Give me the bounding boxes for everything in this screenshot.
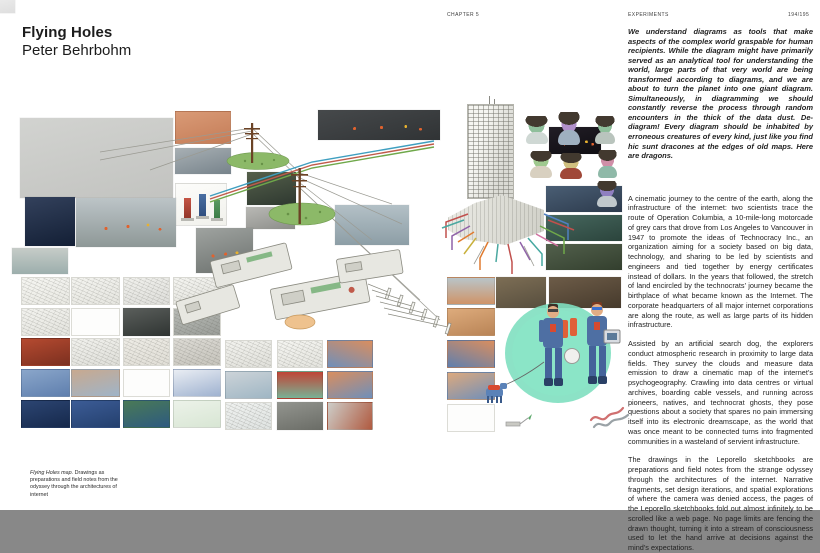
powerline-drawing bbox=[447, 308, 495, 336]
insulator-pins bbox=[368, 284, 451, 334]
cones-sketch bbox=[175, 183, 227, 226]
blank-frame bbox=[123, 369, 170, 397]
dam-photo bbox=[12, 248, 68, 274]
aerial-roof-photo bbox=[247, 172, 296, 205]
squiggle-grey bbox=[594, 415, 628, 427]
robot-dog-drawing bbox=[327, 340, 373, 368]
figure-caption bbox=[30, 470, 128, 499]
left-page-header bbox=[22, 24, 131, 60]
laptop-sketch bbox=[225, 402, 272, 430]
author-name: Peter Behrbohm bbox=[22, 42, 132, 59]
robot-drawing bbox=[447, 340, 495, 368]
facade-photo bbox=[318, 110, 440, 140]
hand-device-drawing bbox=[225, 371, 272, 399]
caption-text: Drawings as preparations and field notes from the odyssey through the architectures of internet bbox=[30, 470, 118, 498]
road-workers-photo bbox=[76, 198, 176, 247]
truck-photo bbox=[20, 118, 173, 198]
storyboard-sketch bbox=[21, 277, 70, 305]
pencil-sketch bbox=[123, 338, 170, 366]
street-sketch bbox=[277, 340, 323, 368]
dark-sketch bbox=[123, 308, 170, 336]
explorer-2 bbox=[570, 302, 620, 384]
page-numbers: 194/195 bbox=[788, 12, 810, 18]
pipes-illustration bbox=[440, 96, 590, 282]
running-head-chapter: CHAPTER 5 bbox=[447, 12, 480, 18]
light-palms-drawing bbox=[173, 400, 221, 428]
port-photo bbox=[335, 205, 409, 245]
intro-paragraph: We understand diagrams as tools that make aspects of the complex world graspable for human recipients. While the diagram might have primarily served as an analytical tool for understanding the world, large parts of that very world are being transformed according to diagrams, and we are about to turn the planet into one giant diagram. Simultaneously, in diagramming we should constantly reverse the process through random encounters in the thick of the data dust. De-diagram! Every diagram should be inhabited by erroneous creatures of every kind, just like you find hic sunt dracones at the edges of old maps. Here are dragons. bbox=[628, 27, 813, 161]
robot-dog-drawing bbox=[327, 371, 373, 399]
street-photo bbox=[277, 402, 323, 430]
utility-pole-1 bbox=[244, 123, 260, 163]
explorer-1 bbox=[539, 304, 580, 386]
body-paragraph: A cinematic journey to the centre of the earth, along the infrastructure of the internet: two scientists trace the route of Operation Columbia, a 10-mile-long motorcade of grey cars that drove from Los Angeles to Vancouver in 1947 to promote the ideas of Technocracy Inc., an organization aiming for a society based on big data, technology, and sharing to be led by scientists and engineers and tied together by energy certificates instead of dollars. In the years that followed, the stretch of land encircled by the technocrats’ journey became the birthplace of what became known as the Internet. The corporate headquarters of all major internet corporations are along the route, as well as large parts of its hidden infrastructure. bbox=[628, 193, 813, 330]
city-sketch bbox=[71, 338, 120, 366]
tarp-photo bbox=[175, 148, 231, 174]
ship-photo bbox=[25, 197, 75, 246]
body-paragraph: The drawings in the Leporello sketchbooks are preparations and field notes from the strange odyssey through the architectures of the internet. Narrative fragments, set design iterations, and spatial explorations of where the camera was denied access, the pages of the Leporello sketchbooks fold out almost infinitely to be scrolled like a web page. No page limits are fencing the drawn thought, turning it into a stream of consciousness used to let the hand arrive at decisions against the mind’s expectations. bbox=[628, 455, 813, 553]
portrait-drawing bbox=[597, 150, 618, 178]
storyboard-sketch bbox=[123, 277, 170, 305]
text-column bbox=[628, 27, 813, 553]
desert-sketch bbox=[175, 111, 231, 144]
van-workers-photo bbox=[196, 228, 253, 273]
tool-sketch bbox=[506, 414, 532, 426]
blue-figure-drawing bbox=[173, 369, 221, 397]
portrait-drawing bbox=[596, 181, 618, 207]
hands-phone-drawing bbox=[71, 369, 120, 397]
garage-photo bbox=[246, 207, 295, 229]
blank-frame bbox=[71, 308, 120, 336]
portrait-drawing bbox=[594, 116, 616, 144]
page-title: Flying Holes bbox=[22, 24, 113, 41]
garage-sketch bbox=[225, 340, 272, 368]
night-blue-drawing bbox=[21, 400, 70, 428]
cable-bundle bbox=[210, 141, 434, 202]
data-circle bbox=[505, 303, 611, 403]
squiggles-illustration bbox=[588, 396, 632, 432]
blue-red-figures-drawing bbox=[71, 400, 120, 428]
grass-island-1 bbox=[227, 153, 289, 170]
blank-frame bbox=[447, 404, 495, 432]
leash-line bbox=[496, 362, 544, 388]
paper-roll-drawing bbox=[327, 402, 373, 430]
red-crowd-drawing bbox=[21, 338, 70, 366]
body-paragraph: Assisted by an artificial search dog, the explorers conduct atmospheric research in proximity to large data fields. They survey the clouds and measure data emission to draw a cinematic map of the internet’s psychogeography. Crawling into data centres or virtual archives, boarding cable vessels, and running across pioneers, natives, and technocrat ghosts, they pose questions about a society that spares no pain immersing itself into its electronic dreamscape, as the world that was once meant to be connected turns into fragmented communities in a wasteland of servient infrastructure. bbox=[628, 339, 813, 446]
grey-sketch bbox=[173, 308, 221, 336]
helmet-figure-drawing bbox=[447, 372, 495, 400]
corner-artifact bbox=[0, 0, 15, 13]
storyboard-sketch bbox=[21, 308, 70, 336]
storyboard-sketch bbox=[71, 277, 120, 305]
squiggle-red bbox=[591, 408, 623, 420]
diner-drawing bbox=[277, 371, 323, 399]
caption-title: Flying Holes map. bbox=[30, 470, 74, 476]
running-head-section: EXPERIMENTS bbox=[628, 12, 669, 18]
storyboard-sketch bbox=[173, 277, 221, 305]
skyscraper-illustration bbox=[440, 96, 590, 282]
grey-wash-sketch bbox=[173, 338, 221, 366]
blue-figures-drawing bbox=[21, 369, 70, 397]
palm-tree-drawing bbox=[123, 400, 170, 428]
